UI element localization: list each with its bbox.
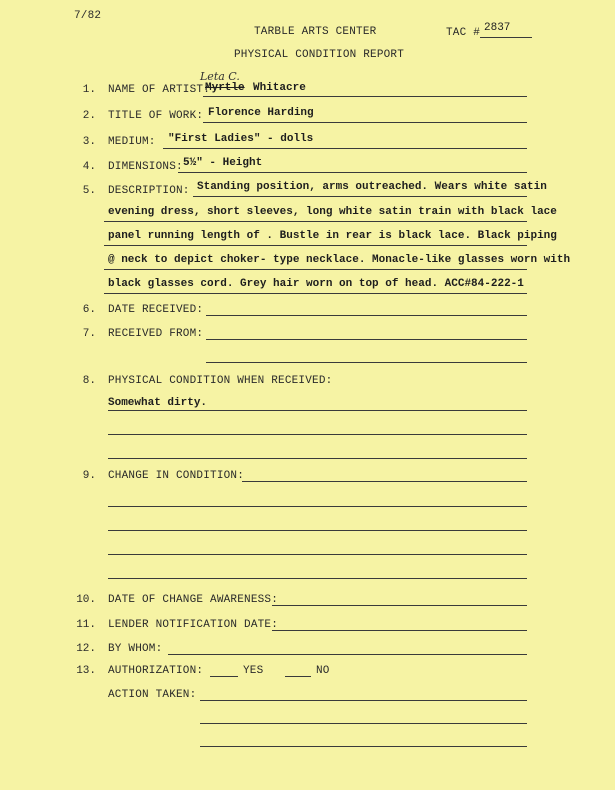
received-from-label: RECEIVED FROM: bbox=[108, 328, 204, 340]
change-line bbox=[108, 578, 527, 579]
change-line bbox=[108, 554, 527, 555]
tac-number: 2837 bbox=[484, 22, 511, 34]
condition-line bbox=[108, 410, 527, 411]
item-number: 1. bbox=[82, 84, 96, 96]
description-rule bbox=[104, 269, 527, 270]
medium-line bbox=[163, 148, 527, 149]
condition-line bbox=[108, 434, 527, 435]
item-number: 2. bbox=[82, 110, 96, 122]
change-awareness-line bbox=[272, 605, 527, 606]
change-awareness-label: DATE OF CHANGE AWARENESS: bbox=[108, 594, 279, 606]
item-number: 10. bbox=[76, 594, 96, 606]
item-number: 5. bbox=[82, 185, 96, 197]
description-line-1: Standing position, arms outreached. Wears white satin bbox=[197, 181, 547, 193]
received-from-line bbox=[206, 339, 527, 340]
lender-notification-label: LENDER NOTIFICATION DATE: bbox=[108, 619, 279, 631]
authorization-label: AUTHORIZATION: bbox=[108, 665, 204, 677]
description-line-2: evening dress, short sleeves, long white satin train with black lace bbox=[108, 206, 557, 218]
item-number: 9. bbox=[82, 470, 96, 482]
action-taken-line bbox=[200, 723, 527, 724]
date-received-line bbox=[206, 315, 527, 316]
no-blank bbox=[285, 676, 311, 677]
item-number: 13. bbox=[76, 665, 96, 677]
yes-blank bbox=[210, 676, 238, 677]
date-received-label: DATE RECEIVED: bbox=[108, 304, 204, 316]
title-value: Florence Harding bbox=[208, 107, 314, 119]
item-number: 3. bbox=[82, 136, 96, 148]
description-line-4: @ neck to depict choker- type necklace. Monacle-like glasses worn with bbox=[108, 254, 571, 266]
lender-notification-line bbox=[272, 630, 527, 631]
description-rule bbox=[104, 293, 527, 294]
description-rule bbox=[193, 196, 527, 197]
yes-label: YES bbox=[243, 665, 264, 677]
action-taken-line bbox=[200, 700, 527, 701]
date-code: 7/82 bbox=[74, 10, 102, 22]
description-line-3: panel running length of . Bustle in rear is black lace. Black piping bbox=[108, 230, 557, 242]
title-line bbox=[203, 122, 527, 123]
item-number: 7. bbox=[82, 328, 96, 340]
received-from-line bbox=[206, 362, 527, 363]
handwritten-artist-correction: Leta C. bbox=[200, 70, 240, 83]
artist-line bbox=[203, 96, 527, 97]
action-taken-line bbox=[200, 746, 527, 747]
medium-label: MEDIUM: bbox=[108, 136, 156, 148]
tac-number-line bbox=[480, 37, 532, 38]
change-line bbox=[108, 506, 527, 507]
report-title: PHYSICAL CONDITION REPORT bbox=[234, 49, 405, 61]
artist-struck-name: Myrtle bbox=[205, 82, 245, 94]
artist-label: NAME OF ARTIST: bbox=[108, 84, 211, 96]
change-line bbox=[242, 481, 527, 482]
condition-received-label: PHYSICAL CONDITION WHEN RECEIVED: bbox=[108, 375, 333, 387]
item-number: 4. bbox=[82, 161, 96, 173]
description-label: DESCRIPTION: bbox=[108, 185, 190, 197]
item-number: 11. bbox=[76, 619, 96, 631]
medium-value: "First Ladies" - dolls bbox=[168, 133, 314, 145]
condition-line bbox=[108, 458, 527, 459]
change-line bbox=[108, 530, 527, 531]
by-whom-label: BY WHOM: bbox=[108, 643, 163, 655]
item-number: 12. bbox=[76, 643, 96, 655]
action-taken-label: ACTION TAKEN: bbox=[108, 689, 197, 701]
org-name: TARBLE ARTS CENTER bbox=[254, 26, 377, 38]
condition-received-value: Somewhat dirty. bbox=[108, 397, 208, 409]
change-condition-label: CHANGE IN CONDITION: bbox=[108, 470, 245, 482]
dimensions-value: 5½" - Height bbox=[183, 157, 263, 169]
no-label: NO bbox=[316, 665, 330, 677]
description-rule bbox=[104, 221, 527, 222]
dimensions-label: DIMENSIONS: bbox=[108, 161, 183, 173]
item-number: 8. bbox=[82, 375, 96, 387]
description-rule bbox=[104, 245, 527, 246]
dimensions-line bbox=[178, 172, 527, 173]
by-whom-line bbox=[168, 654, 527, 655]
title-label: TITLE OF WORK: bbox=[108, 110, 204, 122]
item-number: 6. bbox=[82, 304, 96, 316]
tac-label: TAC # bbox=[446, 27, 481, 39]
description-line-5: black glasses cord. Grey hair worn on top of head. ACC#84-222-1 bbox=[108, 278, 524, 290]
artist-value: Whitacre bbox=[253, 82, 306, 94]
